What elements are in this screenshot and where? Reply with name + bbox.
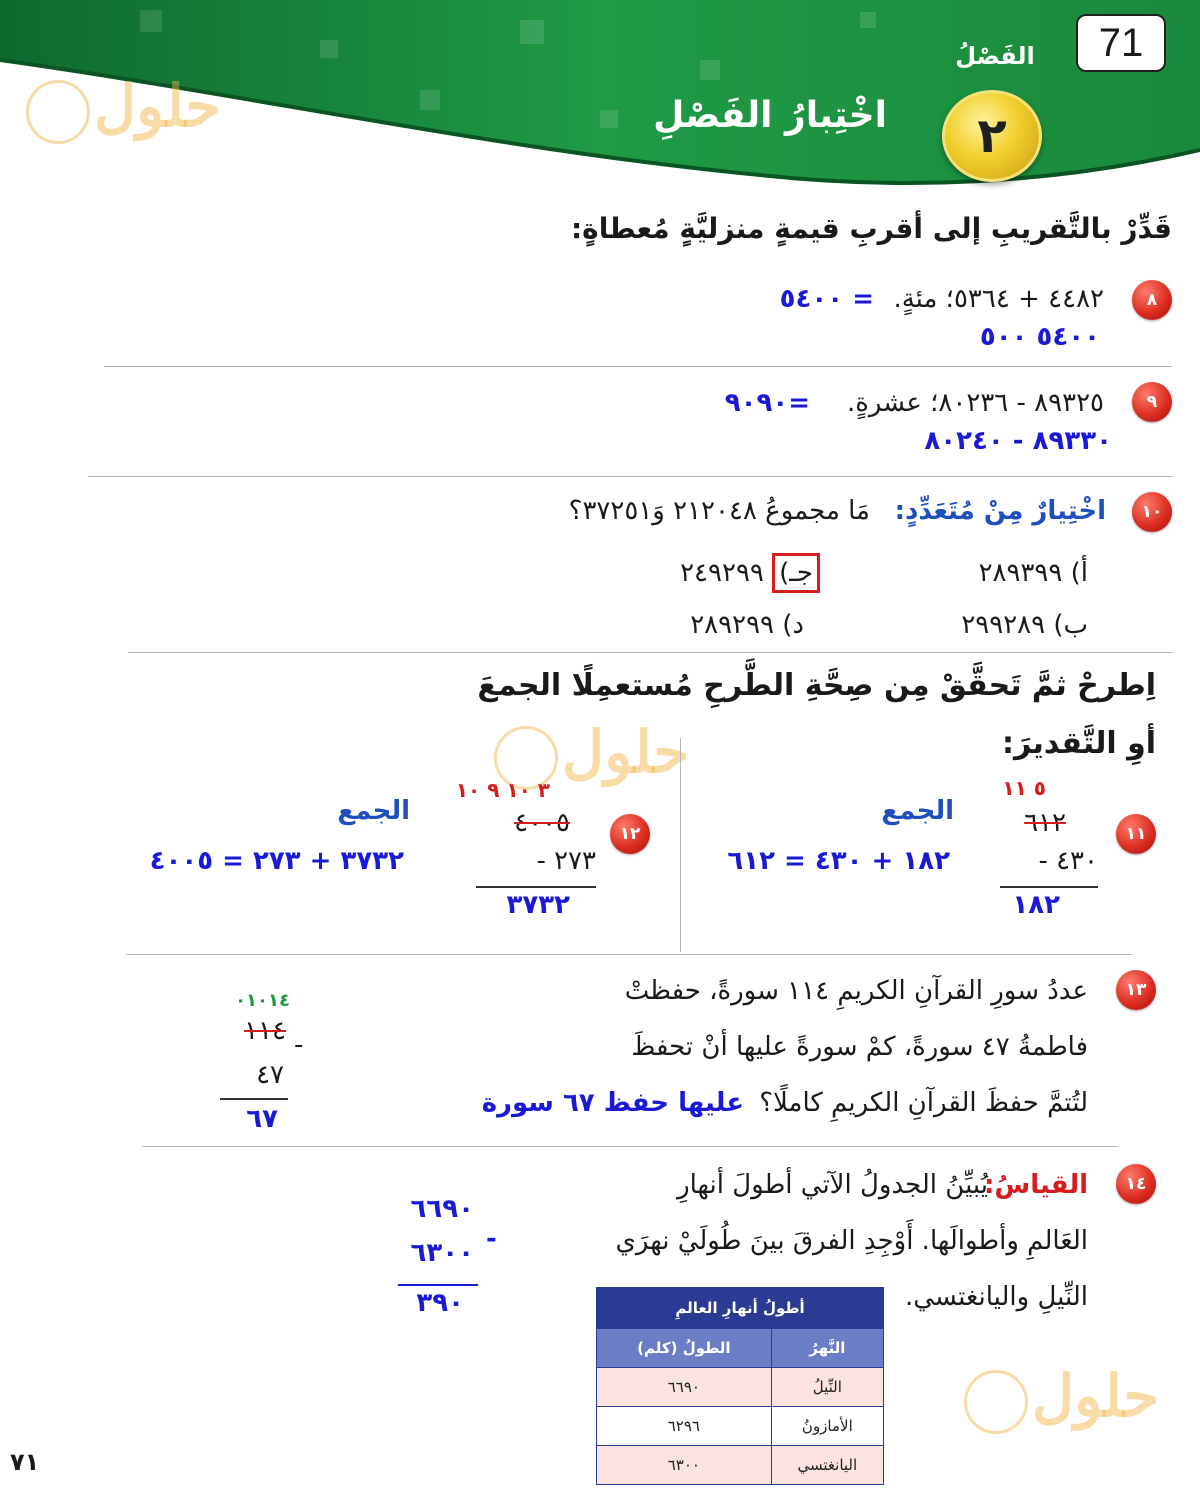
q14-work-minus: ٦٣٠٠ bbox=[410, 1238, 474, 1268]
q14-rule bbox=[398, 1284, 478, 1286]
q9-prompt: ٨٩٣٢٥ - ٨٠٢٣٦؛ عشرةٍ. bbox=[846, 388, 1104, 418]
chapter-label: الفَصْلُ bbox=[955, 42, 1035, 70]
option-value: ٢٨٩٣٩٩ bbox=[978, 558, 1063, 588]
q11-rule bbox=[1000, 886, 1098, 888]
q12-top: ٤٠٠٥ bbox=[514, 808, 570, 838]
q13-work-top: ١١٤ bbox=[244, 1016, 286, 1046]
divider bbox=[126, 954, 1132, 955]
cell-length: ٦٣٠٠ bbox=[597, 1446, 772, 1485]
question-badge-9: ٩ bbox=[1132, 382, 1172, 422]
watermark-logo-top: حلول bbox=[22, 70, 232, 150]
question-badge-10: ١٠ bbox=[1132, 492, 1172, 532]
question-badge-8: ٨ bbox=[1132, 280, 1172, 320]
q14-line2: العَالمِ وأطوالَها. أَوْجِدِ الفرقَ بينَ طُولَيْ نهرَي bbox=[615, 1226, 1088, 1256]
q9-answer: =٩٠٩٠ bbox=[724, 388, 810, 418]
q11-result: ١٨٢ bbox=[1012, 890, 1060, 920]
cell-river: اليانغتسي bbox=[771, 1446, 883, 1485]
q11-top: ٦١٢ bbox=[1024, 808, 1066, 838]
q12-check: ٣٧٣٢ + ٢٧٣ = ٤٠٠٥ bbox=[149, 846, 404, 876]
q12-rule bbox=[476, 886, 596, 888]
divider bbox=[128, 652, 1172, 653]
q8-work: ٥٤٠٠ ٥٠٠ bbox=[979, 322, 1100, 352]
q13-line2: فاطمةُ ٤٧ سورةً، كمْ سورةً عليها أنْ تحفظَ bbox=[631, 1032, 1088, 1062]
option-letter-selected: جـ) bbox=[772, 553, 820, 593]
cell-length: ٦٦٩٠ bbox=[597, 1368, 772, 1407]
q10-option-b[interactable] bbox=[961, 610, 1088, 640]
q10-prompt: مَا مجموعُ ٢١٢٠٤٨ وَ٣٧٢٥١؟ bbox=[568, 496, 870, 526]
col-header-river: النَّهرُ bbox=[771, 1329, 883, 1368]
rivers-table bbox=[596, 1287, 884, 1485]
question-badge-13: ١٣ bbox=[1116, 970, 1156, 1010]
q13-minus-sign: - bbox=[294, 1030, 304, 1060]
q13-work-result: ٦٧ bbox=[246, 1104, 278, 1134]
q10-option-a[interactable] bbox=[979, 558, 1088, 588]
divider bbox=[142, 1146, 1118, 1147]
subtract-instruction-line1: اِطرحْ ثمَّ تَحقَّقْ مِن صِحَّةِ الطَّرحِ مُستعمِلًا الجمعَ bbox=[477, 668, 1156, 703]
question-badge-12: ١٢ bbox=[610, 814, 650, 854]
estimate-instruction: قَدِّرْ بالتَّقريبِ إلى أقربِ قيمةٍ منزليَّةٍ مُعطاةٍ: bbox=[570, 212, 1172, 245]
q12-result: ٣٧٣٢ bbox=[506, 890, 570, 920]
option-letter: ب) bbox=[1053, 610, 1088, 640]
subtract-instruction-line2: أوِ التَّقديرَ: bbox=[1001, 726, 1156, 761]
table-row bbox=[597, 1407, 884, 1446]
q11-check: ١٨٢ + ٤٣٠ = ٦١٢ bbox=[727, 846, 950, 876]
q14-label: القياسُ: bbox=[983, 1170, 1088, 1200]
q13-line1: عددُ سورِ القرآنِ الكريمِ ١١٤ سورةً، حفظتْ bbox=[624, 976, 1088, 1006]
watermark-logo-middle: حلول bbox=[492, 718, 702, 798]
q13-rule bbox=[220, 1098, 288, 1100]
table-row bbox=[597, 1446, 884, 1485]
table-row bbox=[597, 1368, 884, 1407]
q12-check-label: الجمع bbox=[337, 796, 410, 826]
q10-option-d[interactable] bbox=[690, 610, 804, 640]
q14-minus-sign: - bbox=[486, 1224, 497, 1254]
q14-work-top: ٦٦٩٠ bbox=[410, 1194, 474, 1224]
cell-length: ٦٢٩٦ bbox=[597, 1407, 772, 1446]
option-letter: د) bbox=[782, 610, 804, 640]
q14-line1: يُبيِّنُ الجدولُ الآتي أطولَ أنهارِ bbox=[677, 1170, 988, 1200]
q12-minus: ٢٧٣ - bbox=[536, 846, 596, 876]
cell-river: الأمازونُ bbox=[771, 1407, 883, 1446]
option-value: ٢٩٩٢٨٩ bbox=[961, 610, 1046, 640]
question-badge-14: ١٤ bbox=[1116, 1164, 1156, 1204]
divider bbox=[88, 476, 1172, 477]
q12-borrow: ٣ ١٠ ٩ ١٠ bbox=[455, 778, 550, 802]
q11-check-label: الجمع bbox=[881, 796, 954, 826]
q13-line3: لتُتمَّ حفظَ القرآنِ الكريمِ كاملًا؟ bbox=[759, 1088, 1088, 1118]
q13-answer: عليها حفظ ٦٧ سورة bbox=[481, 1088, 744, 1118]
column-divider bbox=[680, 738, 681, 952]
cell-river: النِّيلُ bbox=[771, 1368, 883, 1407]
chapter-title: اخْتِبارُ الفَصْلِ bbox=[653, 95, 887, 136]
question-badge-11: ١١ bbox=[1116, 814, 1156, 854]
q14-work-result: ٣٩٠ bbox=[416, 1288, 464, 1318]
q11-minus: ٤٣٠ - bbox=[1038, 846, 1098, 876]
divider bbox=[104, 366, 1172, 367]
q8-prompt: ٤٤٨٢ + ٥٣٦٤؛ مئةٍ. bbox=[893, 284, 1104, 314]
footer-page-number: ٧١ bbox=[10, 1448, 40, 1476]
chapter-number-badge: ٢ bbox=[942, 90, 1042, 182]
q13-work-borrow: ٠١٠١٤ bbox=[235, 990, 290, 1011]
q14-line3: النِّيلِ واليانغتسي. bbox=[904, 1282, 1088, 1312]
page-number-box: 71 bbox=[1076, 14, 1166, 72]
table-caption: أطولُ أنهارِ العالمِ bbox=[597, 1288, 884, 1329]
watermark-logo-bottom: حلول bbox=[962, 1362, 1172, 1442]
option-value: ٢٤٩٢٩٩ bbox=[680, 558, 764, 588]
q13-work-minus: ٤٧ bbox=[256, 1060, 284, 1090]
q11-borrow: ٥ ١١ bbox=[1002, 776, 1046, 800]
option-letter: أ) bbox=[1070, 558, 1088, 588]
option-value: ٢٨٩٢٩٩ bbox=[690, 610, 774, 640]
q10-label: اخْتِيارٌ مِنْ مُتَعَدِّدٍ: bbox=[894, 496, 1106, 526]
q10-option-c[interactable] bbox=[680, 558, 820, 588]
q9-work: ٨٩٣٣٠ - ٨٠٢٤٠ bbox=[924, 426, 1112, 456]
col-header-length: الطولُ (كلم) bbox=[597, 1329, 772, 1368]
q8-answer: = ٥٤٠٠ bbox=[779, 284, 874, 314]
